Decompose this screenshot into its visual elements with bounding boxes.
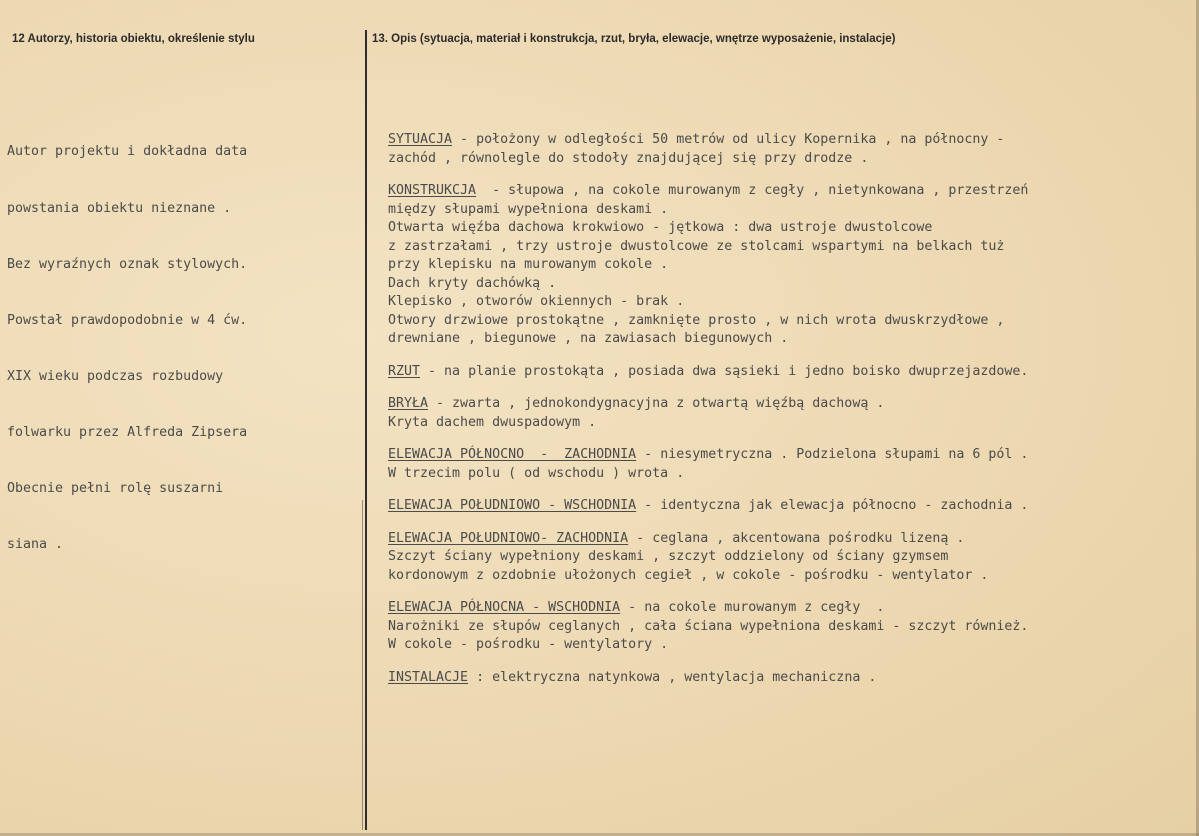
- section-label: ELEWACJA POŁUDNIOWO - WSCHODNIA: [388, 498, 637, 513]
- description-section: [388, 669, 1028, 688]
- section-label: KONSTRUKCJA: [388, 183, 477, 198]
- section-first-line-text: - słupowa , na cokole murowanym z cegły , nietynkowana , przestrzeń: [476, 183, 1029, 198]
- description-line: [388, 363, 1028, 382]
- description-section: [388, 182, 1028, 349]
- column-divider: [365, 30, 367, 830]
- header-description: 13. Opis (sytuacja, materiał i konstrukcja, rzut, bryła, elewacje, wnętrze wyposażenie, instalacje): [372, 33, 896, 45]
- description-line: Otwory drzwiowe prostokątne , zamknięte prosto , w nich wrota dwuskrzydłowe ,: [388, 312, 1005, 328]
- section-label: ELEWACJA POŁUDNIOWO- ZACHODNIA: [388, 530, 629, 546]
- section-label: INSTALACJE: [388, 669, 469, 685]
- description-line: Klepisko , otworów okiennych - brak .: [388, 294, 685, 309]
- description-section: [388, 599, 1028, 655]
- description-line: [388, 599, 1028, 618]
- section-label: BRYŁA: [388, 396, 429, 411]
- header-authors-history: 12 Autorzy, historia obiektu, określenie stylu: [12, 33, 255, 45]
- description-line: drewniane , biegunowe , na zawiasach biegunowych .: [388, 331, 789, 346]
- section-first-line-text: - niesymetryczna . Podzielona słupami na 6 pól .: [636, 447, 1029, 462]
- left-text-line: Autor projektu i dokładna data: [7, 144, 248, 160]
- description-line: kordonowym z ozdobnie ułożonych cegieł , w cokole - pośrodku - wentylator .: [388, 567, 989, 583]
- section-first-line-text: - ceglana , akcentowana pośrodku lizeną .: [628, 530, 965, 546]
- description-section: [388, 131, 1028, 168]
- description-section: [388, 363, 1028, 382]
- description-line: Kryta dachem dwuspadowym .: [388, 414, 597, 430]
- column-divider-shadow: [362, 500, 363, 830]
- description-line: między słupami wypełniona deskami .: [388, 201, 669, 217]
- description-line: z zastrzałami , trzy ustroje dwustolcowe ze stolcami wspartymi na belkach tuż: [388, 238, 1005, 254]
- description-section: [388, 530, 1028, 586]
- section-label: ELEWACJA PÓŁNOCNO - ZACHODNIA: [388, 447, 637, 462]
- section-first-line-text: - położony w odległości 50 metrów od ulicy Kopernika , na północny -: [452, 132, 1005, 147]
- description-line: Dach kryty dachówką .: [388, 275, 557, 291]
- description-line: W cokole - pośrodku - wentylatory .: [388, 637, 669, 652]
- left-text-line: powstania obiektu nieznane .: [7, 200, 232, 216]
- description-line: zachód , równolegle do stodoły znajdującej się przy drodze .: [388, 150, 869, 166]
- description-line: [388, 446, 1028, 465]
- section-label: SYTUACJA: [388, 132, 453, 147]
- description-line: [388, 395, 1028, 414]
- description-line: Narożniki ze słupów ceglanych , cała ściana wypełniona deskami - szczyt również.: [388, 618, 1029, 634]
- description-line: [388, 530, 1028, 549]
- description-line: [388, 131, 1028, 150]
- description-line: [388, 182, 1028, 201]
- description-section: [388, 446, 1028, 483]
- section-first-line-text: - zwarta , jednokondygnacyjna z otwartą więźbą dachową .: [428, 396, 885, 411]
- left-text-line: XIX wieku podczas rozbudowy: [7, 368, 224, 384]
- section-first-line-text: - na planie prostokąta , posiada dwa sąsieki i jedno boisko dwuprzejazdowe.: [420, 363, 1029, 379]
- section-first-line-text: - na cokole murowanym z cegły .: [620, 600, 885, 615]
- description-line: [388, 669, 1028, 688]
- left-text-line: Powstał prawdopodobnie w 4 ćw.: [7, 312, 248, 328]
- section-label: ELEWACJA PÓŁNOCNA - WSCHODNIA: [388, 600, 621, 615]
- section-label: RZUT: [388, 363, 421, 379]
- description-line: W trzecim polu ( od wschodu ) wrota .: [388, 465, 685, 481]
- description-text: [388, 131, 1028, 701]
- left-text-line: Obecnie pełni rolę suszarni: [7, 481, 224, 497]
- left-text-line: folwarku przez Alfreda Zipsera: [7, 424, 248, 440]
- section-first-line-text: - identyczna jak elewacja północno - zachodnia .: [636, 498, 1029, 513]
- description-line: przy klepisku na murowanym cokole .: [388, 257, 669, 272]
- section-first-line-text: : elektryczna natynkowa , wentylacja mechaniczna .: [468, 669, 877, 685]
- description-section: [388, 497, 1028, 516]
- description-line: [388, 497, 1028, 516]
- left-text-line: Bez wyraźnych oznak stylowych.: [7, 256, 248, 272]
- left-text-line: siana .: [7, 537, 64, 553]
- description-section: [388, 395, 1028, 432]
- description-line: Szczyt ściany wypełniony deskami , szczyt oddzielony od ściany gzymsem: [388, 549, 949, 564]
- description-line: Otwarta więźba dachowa krokwiowo - jętkowa : dwa ustroje dwustolcowe: [388, 220, 933, 235]
- authors-history-text: [7, 106, 247, 574]
